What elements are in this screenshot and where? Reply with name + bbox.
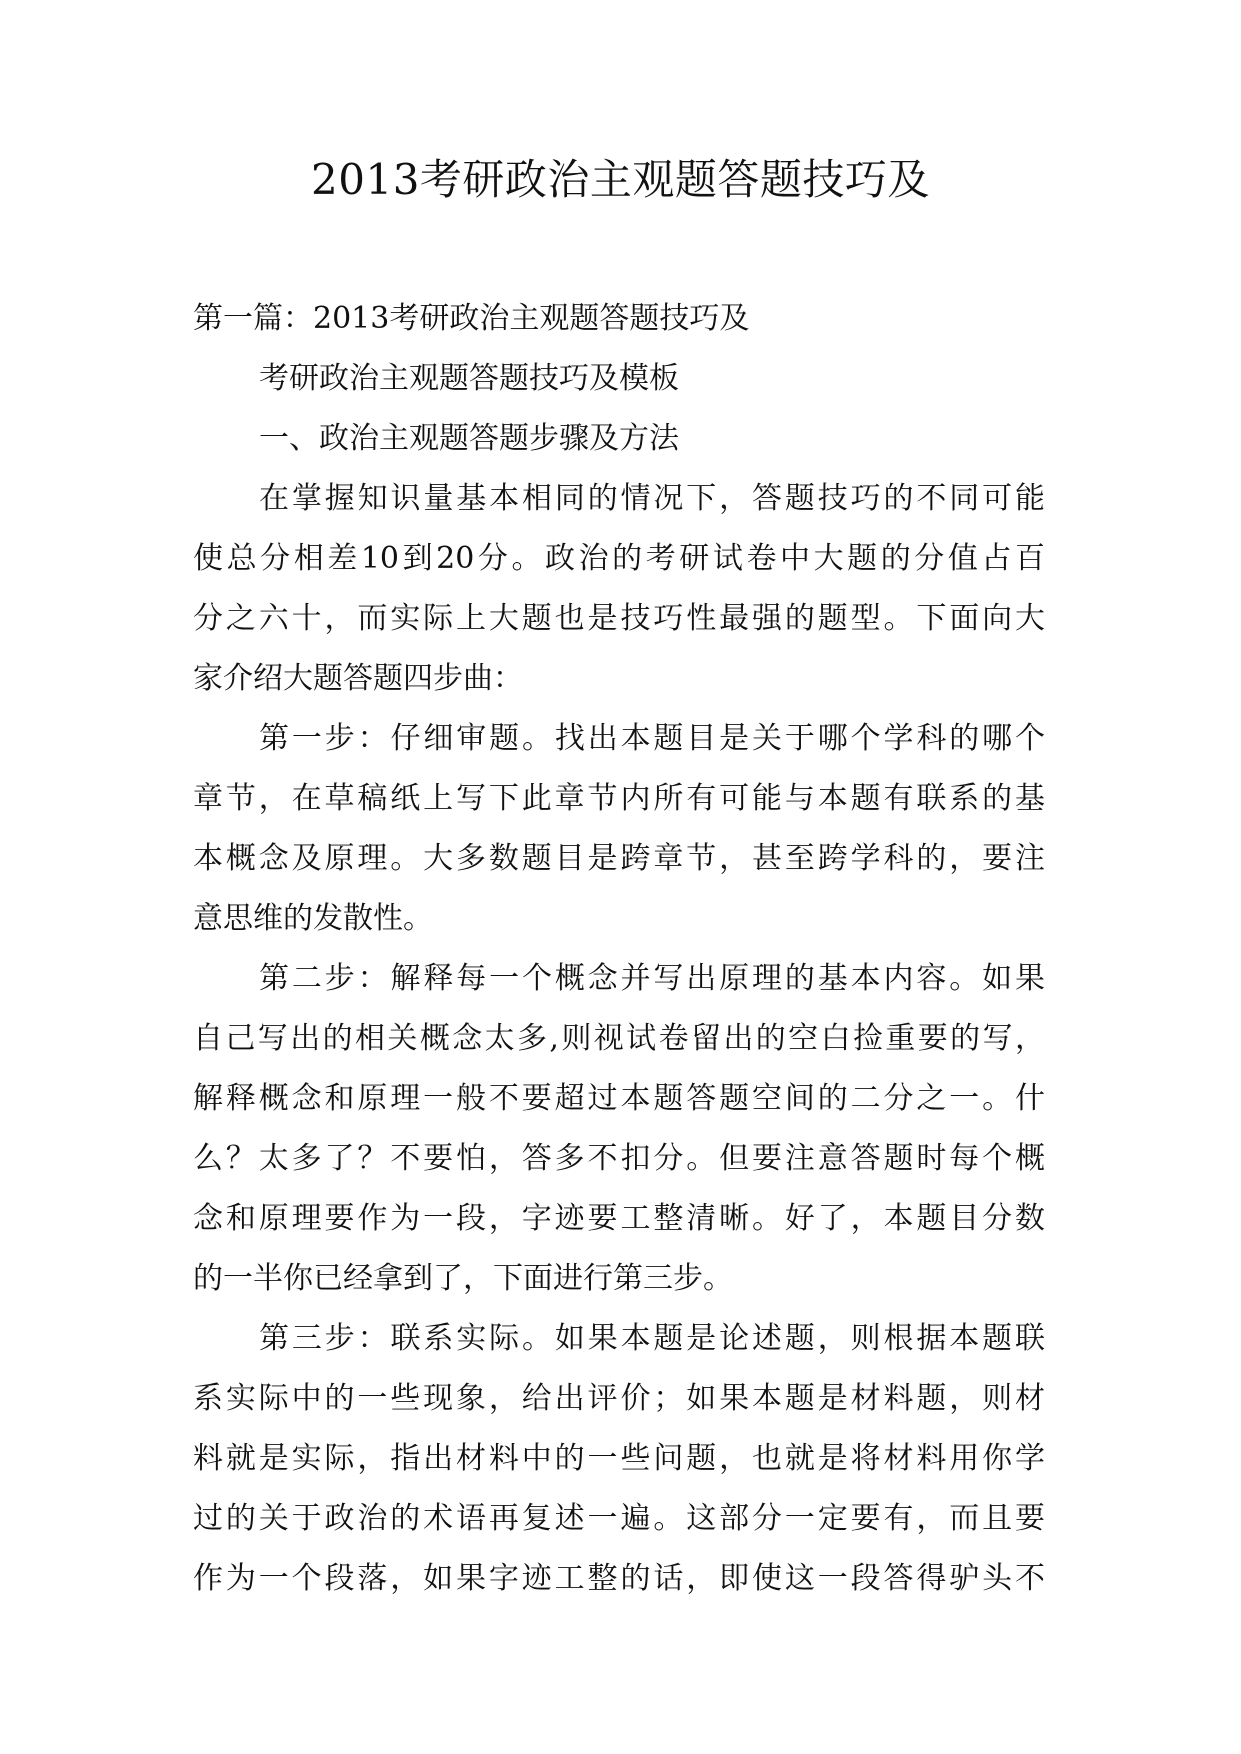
text-line: 在掌握知识量基本相同的情况下，答题技巧的不同可能	[259, 481, 1045, 516]
text-line: 考研政治主观题答题技巧及模板	[259, 361, 679, 396]
text-line: 么？太多了？不要怕，答多不扣分。但要注意答题时每个概	[193, 1141, 1045, 1176]
text-line: 一、政治主观题答题步骤及方法	[259, 421, 679, 456]
text-line: 解释概念和原理一般不要超过本题答题空间的二分之一。什	[193, 1081, 1045, 1116]
text-line: 自己写出的相关概念太多,则视试卷留出的空白捡重要的写，	[193, 1021, 1045, 1056]
text-line: 分之六十，而实际上大题也是技巧性最强的题型。下面向大	[193, 601, 1045, 636]
text-line: 意思维的发散性。	[193, 901, 433, 936]
text-line: 家介绍大题答题四步曲：	[193, 661, 523, 696]
text-line: 第一篇：2013考研政治主观题答题技巧及	[193, 301, 750, 336]
text-line: 料就是实际，指出材料中的一些问题，也就是将材料用你学	[193, 1441, 1045, 1476]
text-line: 第三步：联系实际。如果本题是论述题，则根据本题联	[259, 1321, 1045, 1356]
text-line: 本概念及原理。大多数题目是跨章节，甚至跨学科的，要注	[193, 841, 1045, 876]
document-body	[193, 289, 1045, 1609]
page-title: 2013考研政治主观题答题技巧及	[311, 155, 930, 204]
text-line: 念和原理要作为一段，字迹要工整清晰。好了，本题目分数	[193, 1201, 1045, 1236]
text-line: 作为一个段落，如果字迹工整的话，即使这一段答得驴头不	[193, 1561, 1045, 1596]
text-line: 过的关于政治的术语再复述一遍。这部分一定要有，而且要	[193, 1501, 1045, 1536]
text-line: 使总分相差10到20分。政治的考研试卷中大题的分值占百	[193, 541, 1045, 576]
text-line: 章节，在草稿纸上写下此章节内所有可能与本题有联系的基	[193, 781, 1045, 816]
text-line: 第二步：解释每一个概念并写出原理的基本内容。如果	[259, 961, 1045, 996]
text-line: 第一步：仔细审题。找出本题目是关于哪个学科的哪个	[259, 721, 1045, 756]
text-line: 的一半你已经拿到了，下面进行第三步。	[193, 1261, 733, 1296]
text-line: 系实际中的一些现象，给出评价；如果本题是材料题，则材	[193, 1381, 1045, 1416]
